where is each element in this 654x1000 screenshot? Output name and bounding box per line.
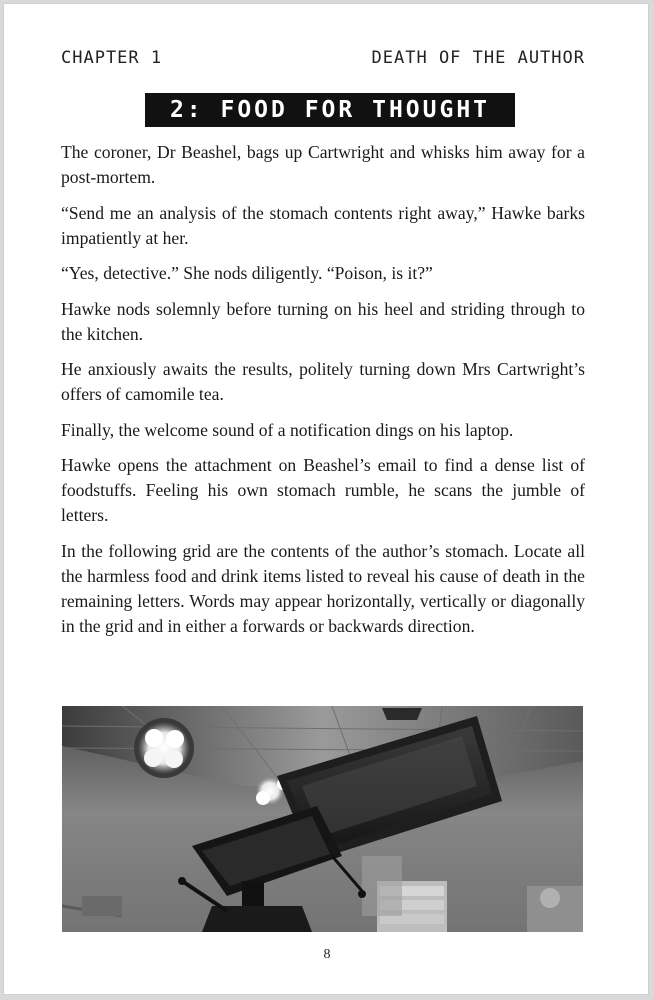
paragraph-6: Finally, the welcome sound of a notification dings on his laptop. [61,419,514,440]
operating-room-photo [62,706,583,932]
paragraph-7: Hawke opens the attachment on Beashel’s email to find a dense list of foodstuffs. Feeling his own stomach rumble, he scans the jumble of letters. [61,455,585,525]
paragraph-4: Hawke nods solemnly before turning on his heel and striding through to the kitchen. [61,298,585,344]
body-text [61,140,585,649]
paragraph-2: “Send me an analysis of the stomach contents right away,” Hawke barks impatiently at her. [61,202,585,248]
puzzle-title: 2: FOOD FOR THOUGHT [145,93,515,127]
chapter-label: CHAPTER 1 [61,48,163,68]
paragraph-8: In the following grid are the contents of the author’s stomach. Locate all the harmless food and drink items listed to reveal his cause of death in the remaining letters. Words may appear horizontally, vertically or diagonally in the grid and in either a forwards or backwards direction. [61,540,585,636]
section-title: DEATH OF THE AUTHOR [371,48,585,68]
paragraph-5: He anxiously awaits the results, politely turning down Mrs Cartwright’s offers of camomile tea. [61,359,585,404]
book-page [3,3,649,995]
paragraph-3: “Yes, detective.” She nods diligently. “Poison, is it?” [61,263,433,283]
page-number: 8 [323,947,331,962]
paragraph-1: The coroner, Dr Beashel, bags up Cartwright and whisks him away for a post-mortem. [61,142,585,187]
running-head [61,48,585,72]
